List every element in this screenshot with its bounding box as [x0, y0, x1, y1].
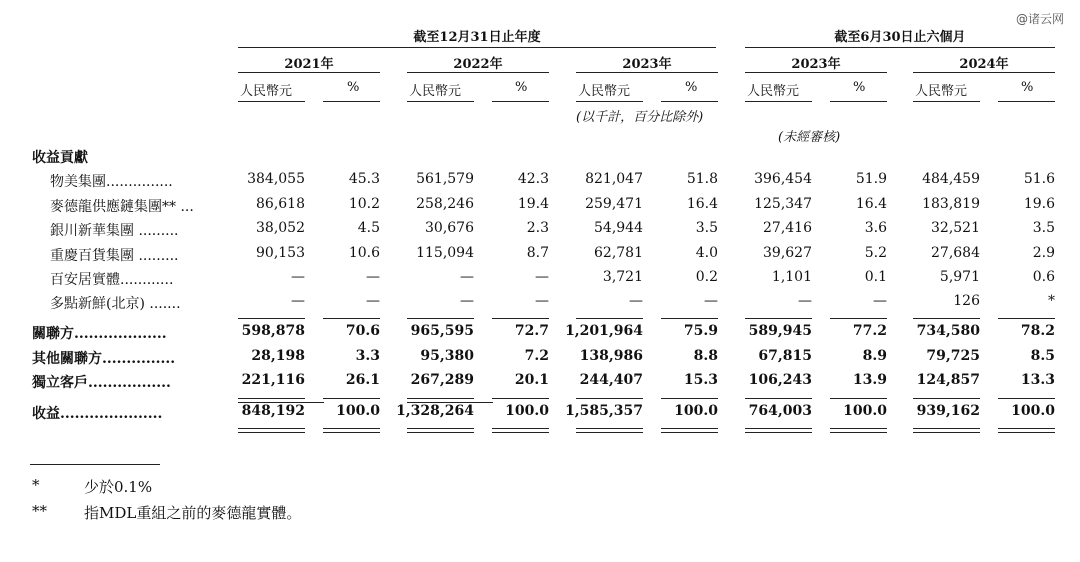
col-header-rmb: 人民幣元	[915, 84, 968, 99]
table-rule	[323, 318, 380, 319]
cell-percent: 100.0	[505, 403, 549, 419]
cell-percent: 2.9	[1032, 245, 1055, 261]
cell-percent: 8.5	[1030, 348, 1055, 364]
row-label: 物美集團...............	[50, 174, 173, 190]
table-rule	[661, 398, 718, 399]
header-group-half: 截至6月30日止六個月	[834, 30, 966, 45]
cell-amount: 28,198	[251, 348, 305, 364]
cell-percent: 7.2	[524, 348, 549, 364]
cell-percent: 16.4	[855, 196, 887, 212]
cell-amount: 1,328,264	[396, 403, 474, 419]
cell-percent: 19.4	[517, 196, 549, 212]
cell-amount: 589,945	[748, 323, 812, 339]
cell-amount: 734,580	[916, 323, 980, 339]
table-rule	[492, 398, 549, 399]
cell-amount: 27,416	[763, 220, 812, 236]
rule-sub	[323, 101, 380, 102]
cell-percent: 13.3	[1020, 372, 1055, 388]
table-rule	[830, 432, 887, 433]
cell-amount: 848,192	[241, 403, 305, 419]
rule-sub	[407, 101, 474, 102]
table-rule	[913, 428, 980, 429]
cell-amount: —	[798, 293, 812, 309]
table-rule	[998, 432, 1055, 433]
cell-amount: 598,878	[241, 323, 305, 339]
cell-amount: 124,857	[916, 372, 980, 388]
footnote-mark: *	[32, 476, 40, 494]
cell-percent: 0.2	[695, 269, 718, 285]
cell-percent: 3.5	[695, 220, 718, 236]
rule-sub	[661, 101, 718, 102]
cell-amount: 484,459	[922, 171, 980, 187]
table-rule	[576, 428, 643, 429]
cell-percent: 42.3	[517, 171, 549, 187]
cell-percent: 19.6	[1023, 196, 1055, 212]
cell-amount: 1,585,357	[565, 403, 643, 419]
header-year-2024-half: 2024年	[959, 57, 1009, 72]
cell-percent: 51.6	[1023, 171, 1055, 187]
table-row	[0, 220, 1080, 244]
cell-percent: 45.3	[348, 171, 380, 187]
cell-percent: 10.2	[348, 196, 380, 212]
cell-percent: 75.9	[683, 323, 718, 339]
table-row	[0, 293, 1080, 317]
table-rule	[661, 318, 718, 319]
table-row	[0, 245, 1080, 269]
row-label: 關聯方...................	[32, 326, 167, 342]
table-rule	[407, 432, 474, 433]
cell-percent: 100.0	[674, 403, 718, 419]
table-rule	[492, 428, 549, 429]
cell-percent: 26.1	[345, 372, 380, 388]
cell-amount: 54,944	[594, 220, 643, 236]
cell-amount: —	[460, 269, 474, 285]
cell-percent: 77.2	[852, 323, 887, 339]
table-rule	[913, 398, 980, 399]
table-rule	[492, 318, 549, 319]
table-row	[0, 348, 1080, 372]
cell-amount: 106,243	[748, 372, 812, 388]
rule-group-half	[745, 47, 1055, 48]
table-rule	[830, 318, 887, 319]
cell-amount: 1,201,964	[565, 323, 643, 339]
cell-amount: 1,101	[771, 269, 812, 285]
rule-year	[407, 72, 549, 73]
table-rule	[830, 428, 887, 429]
table-row	[0, 269, 1080, 293]
rule-subtotal	[407, 402, 493, 403]
cell-amount: 561,579	[416, 171, 474, 187]
cell-amount: 5,971	[939, 269, 980, 285]
rule-year	[238, 72, 380, 73]
header-year-2023-half: 2023年	[791, 57, 841, 72]
col-header-pct: %	[515, 80, 528, 95]
cell-percent: 0.1	[864, 269, 887, 285]
rule-year	[913, 72, 1055, 73]
cell-amount: 27,684	[931, 245, 980, 261]
cell-percent: 0.6	[1032, 269, 1055, 285]
rule-year	[745, 72, 887, 73]
cell-percent: 15.3	[683, 372, 718, 388]
col-header-pct: %	[685, 80, 698, 95]
cell-percent: 4.5	[357, 220, 380, 236]
table-rule	[323, 398, 380, 399]
row-label: 多點新鮮(北京) .......	[50, 296, 181, 312]
cell-percent: —	[535, 269, 549, 285]
col-header-pct: %	[853, 80, 866, 95]
rule-sub	[998, 101, 1055, 102]
footnote-mark: **	[32, 502, 47, 520]
cell-amount: 244,407	[579, 372, 643, 388]
table-rule	[745, 318, 812, 319]
row-label: 收益.....................	[32, 406, 163, 422]
section-label: 收益貢獻	[32, 150, 88, 166]
cell-amount: 259,471	[585, 196, 643, 212]
cell-percent: 8.7	[526, 245, 549, 261]
table-rule	[238, 318, 305, 319]
watermark: @诸云网	[1015, 12, 1064, 26]
cell-amount: —	[460, 293, 474, 309]
table-rule	[238, 428, 305, 429]
table-rule	[745, 432, 812, 433]
cell-percent: 100.0	[336, 403, 380, 419]
header-group-annual: 截至12月31日止年度	[413, 30, 541, 45]
table-rule	[576, 432, 643, 433]
table-rule	[830, 398, 887, 399]
cell-amount: 258,246	[416, 196, 474, 212]
table-rule	[323, 432, 380, 433]
cell-percent: 10.6	[348, 245, 380, 261]
rule-sub	[745, 101, 812, 102]
cell-percent: 51.8	[686, 171, 718, 187]
table-rule	[238, 398, 305, 399]
table-rule	[998, 318, 1055, 319]
cell-percent: 16.4	[686, 196, 718, 212]
cell-amount: 32,521	[931, 220, 980, 236]
footnote-divider	[30, 464, 160, 465]
cell-percent: 5.2	[864, 245, 887, 261]
table-row	[0, 403, 1080, 427]
cell-amount: 115,094	[416, 245, 474, 261]
cell-percent: *	[1048, 293, 1055, 309]
cell-amount: 384,055	[247, 171, 305, 187]
header-year-2022: 2022年	[453, 57, 503, 72]
note-unaudited: (未經審核)	[778, 130, 841, 145]
row-label: 百安居實體............	[50, 272, 174, 288]
cell-amount: 764,003	[748, 403, 812, 419]
table-rule	[492, 432, 549, 433]
col-header-pct: %	[347, 80, 360, 95]
cell-amount: 38,052	[256, 220, 305, 236]
header-year-2023: 2023年	[622, 57, 672, 72]
table-row	[0, 323, 1080, 347]
cell-amount: —	[291, 293, 305, 309]
cell-amount: 939,162	[916, 403, 980, 419]
table-rule	[407, 318, 474, 319]
cell-percent: 78.2	[1020, 323, 1055, 339]
rule-year	[576, 72, 718, 73]
cell-amount: 39,627	[763, 245, 812, 261]
table-rule	[745, 398, 812, 399]
cell-amount: 62,781	[594, 245, 643, 261]
cell-percent: 2.3	[526, 220, 549, 236]
table-rule	[998, 398, 1055, 399]
cell-percent: 51.9	[855, 171, 887, 187]
table-row	[0, 372, 1080, 396]
cell-percent: —	[366, 293, 380, 309]
cell-amount: 79,725	[926, 348, 980, 364]
cell-amount: 965,595	[410, 323, 474, 339]
cell-percent: 13.9	[852, 372, 887, 388]
section-row	[0, 147, 1080, 171]
table-rule	[238, 432, 305, 433]
table-rule	[407, 398, 474, 399]
cell-percent: 3.6	[864, 220, 887, 236]
cell-amount: 90,153	[256, 245, 305, 261]
rule-group-annual	[238, 47, 716, 48]
col-header-pct: %	[1021, 80, 1034, 95]
cell-amount: 821,047	[585, 171, 643, 187]
cell-percent: —	[366, 269, 380, 285]
table-row	[0, 196, 1080, 220]
cell-percent: 4.0	[695, 245, 718, 261]
cell-percent: 70.6	[345, 323, 380, 339]
cell-amount: —	[629, 293, 643, 309]
table-rule	[913, 432, 980, 433]
cell-amount: 138,986	[579, 348, 643, 364]
cell-percent: 3.3	[355, 348, 380, 364]
cell-amount: 3,721	[602, 269, 643, 285]
footnote-text: 指MDL重組之前的麥德龍實體。	[84, 504, 302, 522]
cell-percent: —	[704, 293, 718, 309]
cell-amount: 183,819	[922, 196, 980, 212]
cell-amount: 67,815	[758, 348, 812, 364]
cell-percent: 100.0	[843, 403, 887, 419]
table-rule	[661, 428, 718, 429]
table-rule	[913, 318, 980, 319]
row-label: 其他關聯方...............	[32, 351, 176, 367]
col-header-rmb: 人民幣元	[747, 84, 800, 99]
col-header-rmb: 人民幣元	[409, 84, 462, 99]
row-label: 重慶百貨集團 .........	[50, 248, 179, 264]
rule-sub	[913, 101, 980, 102]
cell-percent: 8.8	[693, 348, 718, 364]
rule-sub	[238, 101, 305, 102]
cell-amount: 30,676	[425, 220, 474, 236]
table-row	[0, 171, 1080, 195]
note-thousands: (以千計，百分比除外)	[576, 110, 704, 125]
col-header-rmb: 人民幣元	[240, 84, 293, 99]
rule-sub	[492, 101, 549, 102]
cell-percent: 8.9	[862, 348, 887, 364]
cell-percent: —	[535, 293, 549, 309]
table-rule	[661, 432, 718, 433]
table-rule	[745, 428, 812, 429]
table-rule	[576, 318, 643, 319]
cell-amount: 125,347	[754, 196, 812, 212]
table-rule	[407, 428, 474, 429]
cell-amount: 95,380	[420, 348, 474, 364]
table-rule	[323, 428, 380, 429]
cell-amount: 126	[953, 293, 980, 309]
cell-amount: —	[291, 269, 305, 285]
cell-percent: —	[873, 293, 887, 309]
col-header-rmb: 人民幣元	[578, 84, 631, 99]
table-rule	[576, 398, 643, 399]
footnote-text: 少於0.1%	[84, 478, 153, 496]
cell-amount: 267,289	[410, 372, 474, 388]
cell-percent: 100.0	[1011, 403, 1055, 419]
cell-amount: 221,116	[241, 372, 305, 388]
cell-percent: 72.7	[514, 323, 549, 339]
header-year-2021: 2021年	[284, 57, 334, 72]
row-label: 銀川新華集團 .........	[50, 223, 179, 239]
row-label: 獨立客戶.................	[32, 375, 171, 391]
cell-percent: 3.5	[1032, 220, 1055, 236]
rule-subtotal	[238, 402, 324, 403]
rule-sub	[830, 101, 887, 102]
table-rule	[998, 428, 1055, 429]
cell-amount: 86,618	[256, 196, 305, 212]
rule-sub	[576, 101, 643, 102]
cell-amount: 396,454	[754, 171, 812, 187]
cell-percent: 20.1	[514, 372, 549, 388]
row-label: 麥德龍供應鏈集團** ...	[50, 199, 194, 215]
